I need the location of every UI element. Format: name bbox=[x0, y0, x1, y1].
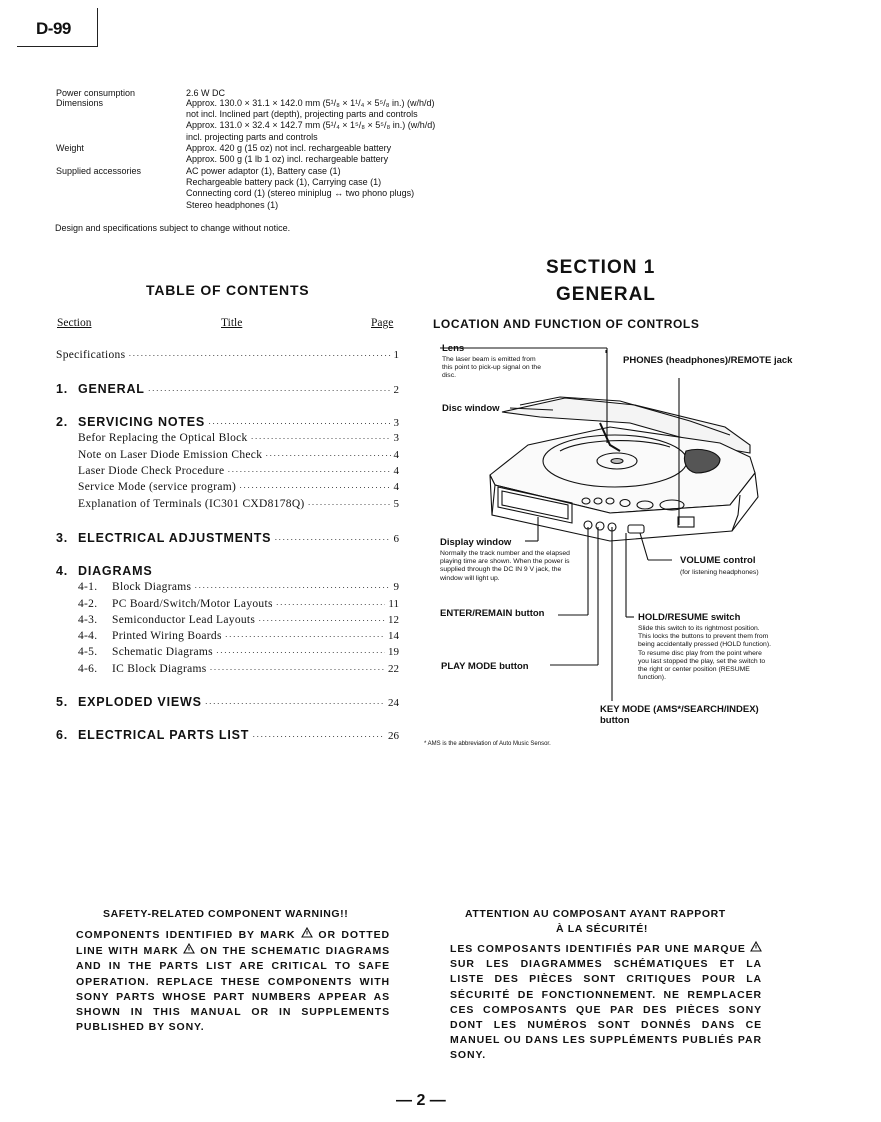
spec-label: Supplied accessories bbox=[56, 166, 142, 176]
ams-footnote: * AMS is the abbreviation of Auto Music Sensor. bbox=[424, 741, 551, 747]
toc-page: 5 bbox=[393, 498, 399, 510]
toc-leader-dots bbox=[308, 499, 391, 509]
toc-title: Schematic Diagrams bbox=[112, 646, 213, 658]
toc-title: Block Diagrams bbox=[112, 581, 192, 593]
toc-title: Befor Replacing the Optical Block bbox=[78, 432, 248, 444]
warning-en-title: SAFETY-RELATED COMPONENT WARNING!! bbox=[103, 908, 349, 920]
key-mode-label: KEY MODE (AMS*/SEARCH/INDEX) button bbox=[600, 704, 759, 726]
toc-leader-dots bbox=[148, 385, 391, 395]
toc-leader-dots bbox=[194, 582, 390, 592]
spec-value-line: not incl. Inclined part (depth), projecting parts and controls bbox=[186, 109, 418, 120]
toc-title: Note on Laser Diode Emission Check bbox=[78, 449, 263, 461]
design-note: Design and specifications subject to change without notice. bbox=[55, 223, 291, 233]
disc-window-label: Disc window bbox=[442, 403, 500, 414]
display-window-label: Display window bbox=[440, 537, 512, 548]
spec-label: Weight bbox=[56, 143, 84, 153]
toc-title: ELECTRICAL PARTS LIST bbox=[78, 728, 250, 742]
location-title: LOCATION AND FUNCTION OF CONTROLS bbox=[433, 317, 700, 331]
warning-en-body bbox=[76, 927, 390, 1035]
toc-leader-dots bbox=[258, 615, 385, 625]
toc-page: 14 bbox=[388, 630, 399, 642]
toc-title: Explanation of Terminals (IC301 CXD8178Q) bbox=[78, 498, 305, 510]
toc-leader-dots bbox=[251, 433, 391, 443]
spec-value-line: Approx. 500 g (1 lb 1 oz) incl. rechargeable battery bbox=[186, 154, 389, 165]
spec-value-line: Approx. 131.0 × 32.4 × 142.7 mm (5¹/₄ × 1⁵/₈ × 5⁵/₈ in.) (w/h/d) bbox=[186, 120, 436, 131]
toc-leader-dots bbox=[208, 418, 390, 428]
warning-fr-title1: ATTENTION AU COMPOSANT AYANT RAPPORT bbox=[465, 908, 726, 920]
toc-number: 4. bbox=[56, 564, 69, 578]
toc-title: EXPLODED VIEWS bbox=[78, 695, 202, 709]
toc-leader-dots bbox=[252, 731, 385, 741]
lens-desc: The laser beam is emitted from this point to pick-up signal on the disc. bbox=[442, 356, 541, 380]
toc-entry[interactable] bbox=[78, 614, 399, 626]
toc-title: DIAGRAMS bbox=[78, 564, 153, 578]
toc-page: 6 bbox=[393, 533, 399, 545]
spec-label: Power consumption bbox=[56, 88, 136, 98]
toc-page: 12 bbox=[388, 614, 399, 626]
toc-leader-dots bbox=[274, 534, 390, 544]
toc-entry[interactable] bbox=[56, 531, 399, 545]
spec-value-line: Connecting cord (1) (stereo miniplug ↔ two phono plugs) bbox=[186, 188, 415, 199]
warning-fr-part2: SUR LES DIAGRAMMES SCHÉMATIQUES ET LA LISTE DES PIÈCES SONT CRITIQUES POUR LA SÉCURITÉ DE FONCTIONNEMENT. NE REMPLACER CES COMPOSANTS QUE PAR DES PIÈCES SONY DONT LES NUMÉROS SONT DONNÉS DANS CE MANUEL OU DANS LES SUPPLÉMENTS PUBLIÉS PAR SONY. bbox=[450, 958, 762, 1062]
toc-number: 6. bbox=[56, 728, 69, 742]
toc-page: 4 bbox=[393, 465, 399, 477]
toc-title: Service Mode (service program) bbox=[78, 481, 237, 493]
toc-entry[interactable] bbox=[56, 349, 399, 361]
toc-page: 11 bbox=[388, 598, 399, 610]
toc-number: 4-4. bbox=[78, 630, 98, 642]
toc-number: 3. bbox=[56, 531, 69, 545]
model-number: D-99 bbox=[36, 19, 71, 38]
warning-en-part3: ON THE SCHEMATIC DIAGRAMS AND IN THE PARTS LIST ARE CRITICAL TO SAFE OPERATION. REPLACE THESE COMPONENTS WITH SONY PARTS WHOSE PART NUMBERS APPEAR AS SHOWN IN THIS MANUAL OR IN SUPPLEMENTS PUBLISHED BY SONY. bbox=[76, 945, 391, 1034]
hold-resume-label: HOLD/RESUME switch bbox=[638, 612, 741, 623]
toc-leader-dots bbox=[128, 350, 390, 360]
spec-value bbox=[186, 143, 506, 165]
phones-label: PHONES (headphones)/REMOTE jack bbox=[623, 355, 793, 366]
warning-fr-title2: À LA SÉCURITÉ! bbox=[556, 923, 649, 935]
toc-leader-dots bbox=[216, 647, 385, 657]
toc-entry[interactable] bbox=[78, 630, 399, 642]
toc-leader-dots bbox=[276, 599, 386, 609]
toc-leader-dots bbox=[265, 450, 390, 460]
toc-leader-dots bbox=[205, 698, 385, 708]
toc-title: Printed Wiring Boards bbox=[112, 630, 222, 642]
spec-value-line: Rechargeable battery pack (1), Carrying case (1) bbox=[186, 177, 382, 188]
spec-value-line: Stereo headphones (1) bbox=[186, 199, 279, 210]
toc-title: SERVICING NOTES bbox=[78, 415, 206, 429]
toc-title: TABLE OF CONTENTS bbox=[146, 282, 310, 298]
toc-title: Semiconductor Lead Layouts bbox=[112, 614, 256, 626]
toc-page: 4 bbox=[393, 481, 399, 493]
hold-resume-desc: Slide this switch to its rightmost position. This locks the buttons to prevent them from being accidentally pressed (HOLD function). To resume disc play from the point where you last stopped the play, set the switch to the right or center position (RESUME function). bbox=[638, 625, 771, 682]
toc-title: Laser Diode Check Procedure bbox=[78, 465, 225, 477]
enter-remain-label: ENTER/REMAIN button bbox=[440, 608, 545, 619]
toc-page: 19 bbox=[388, 646, 399, 658]
toc-entry[interactable] bbox=[78, 498, 399, 510]
toc-leader-dots bbox=[227, 466, 390, 476]
toc-leader-dots bbox=[210, 664, 385, 674]
warning-en-part1: COMPONENTS IDENTIFIED BY MARK bbox=[76, 929, 296, 941]
toc-page: 3 bbox=[393, 417, 399, 429]
spec-value bbox=[186, 98, 506, 143]
toc-number: 1. bbox=[56, 382, 69, 396]
volume-label: VOLUME control bbox=[680, 555, 756, 566]
toc-page: 4 bbox=[393, 449, 399, 461]
toc-number: 4-6. bbox=[78, 663, 98, 675]
play-mode-label: PLAY MODE button bbox=[441, 661, 529, 672]
spec-value bbox=[186, 166, 506, 211]
toc-entry[interactable] bbox=[56, 564, 399, 578]
toc-title: GENERAL bbox=[78, 382, 145, 396]
page-number: — 2 — bbox=[396, 1092, 446, 1109]
warning-fr-part1: LES COMPOSANTS IDENTIFIÉS PAR UNE MARQUE bbox=[450, 943, 746, 955]
toc-col-page: Page bbox=[371, 317, 394, 329]
toc-entry[interactable] bbox=[78, 481, 399, 493]
toc-number: 4-1. bbox=[78, 581, 98, 593]
safety-triangle-icon bbox=[183, 943, 195, 954]
toc-col-section: Section bbox=[57, 317, 92, 329]
spec-value-line: AC power adaptor (1), Battery case (1) bbox=[186, 166, 341, 176]
toc-entry[interactable] bbox=[78, 432, 399, 444]
toc-page: 3 bbox=[393, 432, 399, 444]
toc-number: 5. bbox=[56, 695, 69, 709]
toc-entry[interactable] bbox=[78, 598, 399, 610]
toc-entry[interactable] bbox=[56, 695, 399, 709]
toc-entry[interactable] bbox=[56, 415, 399, 429]
toc-number: 4-3. bbox=[78, 614, 98, 626]
spec-value-line: Approx. 130.0 × 31.1 × 142.0 mm (5¹/₈ × 1¹/₄ × 5⁵/₈ in.) (w/h/d) bbox=[186, 98, 435, 108]
toc-entry[interactable] bbox=[78, 449, 399, 461]
toc-number: 4-2. bbox=[78, 598, 98, 610]
warning-en-part2: OR DOTTED LINE WITH MARK bbox=[76, 929, 390, 958]
spec-label: Dimensions bbox=[56, 98, 104, 108]
spec-value-line: incl. projecting parts and controls bbox=[186, 131, 318, 142]
toc-title: PC Board/Switch/Motor Layouts bbox=[112, 598, 273, 610]
toc-leader-dots bbox=[239, 482, 390, 492]
section-subtitle: GENERAL bbox=[556, 284, 656, 305]
display-window-desc: Normally the track number and the elapsed playing time are shown. When the power is supplied through the DC IN 9 V jack, the window will light up. bbox=[440, 550, 570, 582]
toc-entry[interactable] bbox=[56, 728, 399, 742]
lens-label: Lens bbox=[442, 343, 465, 354]
toc-title: IC Block Diagrams bbox=[112, 663, 207, 675]
spec-value-line: Approx. 420 g (15 oz) not incl. rechargeable battery bbox=[186, 143, 392, 153]
toc-title: ELECTRICAL ADJUSTMENTS bbox=[78, 531, 272, 545]
spec-value-line: 2.6 W DC bbox=[186, 88, 226, 98]
toc-entry[interactable] bbox=[56, 382, 399, 396]
volume-desc: (for listening headphones) bbox=[680, 569, 759, 576]
toc-page: 24 bbox=[388, 697, 399, 709]
toc-number: 4-5. bbox=[78, 646, 98, 658]
toc-page: 22 bbox=[388, 663, 399, 675]
toc-entry[interactable] bbox=[78, 663, 399, 675]
safety-triangle-icon bbox=[301, 927, 313, 938]
toc-entry[interactable] bbox=[78, 581, 399, 593]
toc-title: Specifications bbox=[56, 349, 126, 361]
toc-col-title: Title bbox=[221, 317, 243, 329]
toc-page: 1 bbox=[393, 349, 399, 361]
safety-triangle-icon bbox=[750, 941, 762, 952]
toc-number: 2. bbox=[56, 415, 69, 429]
toc-entry[interactable] bbox=[78, 646, 399, 658]
toc-page: 9 bbox=[393, 581, 399, 593]
toc-leader-dots bbox=[225, 631, 385, 641]
warning-fr-body bbox=[450, 941, 762, 1064]
toc-page: 2 bbox=[393, 384, 399, 396]
section-title: SECTION 1 bbox=[546, 257, 656, 278]
toc-entry[interactable] bbox=[78, 465, 399, 477]
toc-page: 26 bbox=[388, 730, 399, 742]
